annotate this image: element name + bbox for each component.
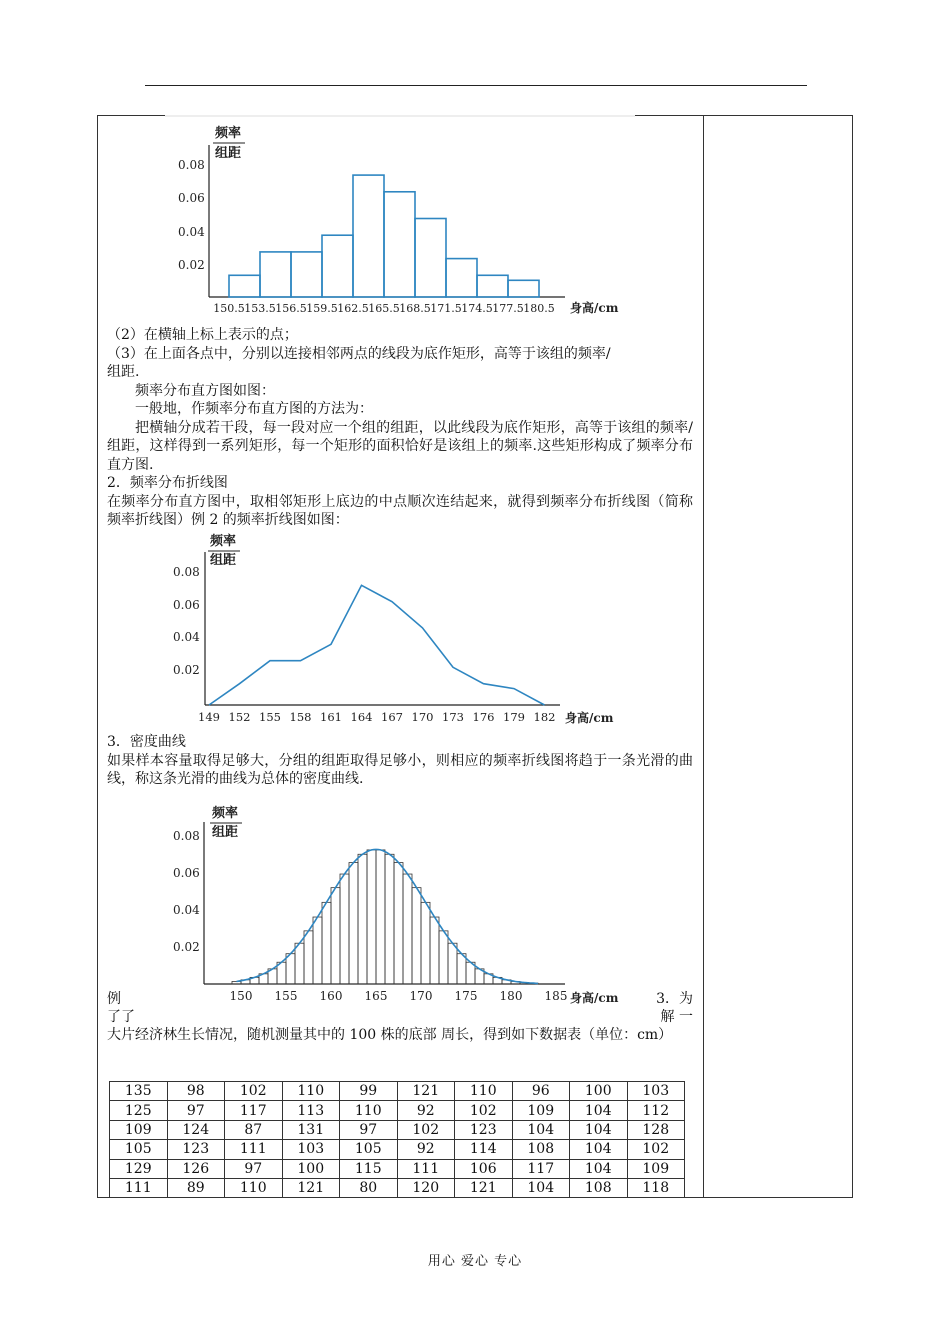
step-text	[107, 326, 693, 530]
table-cell: 121	[455, 1178, 513, 1197]
xtick-label: 164	[350, 710, 373, 724]
table-cell: 104	[512, 1178, 570, 1197]
table-cell: 97	[340, 1120, 398, 1139]
section3-title: 3．密度曲线	[107, 734, 186, 750]
x-unit-label: 身高/cm	[570, 301, 619, 315]
xtick-label: 150	[229, 989, 253, 1003]
table-row	[110, 1140, 685, 1159]
ytick-label: 0.04	[173, 630, 200, 644]
table-cell: 92	[397, 1140, 455, 1159]
density-bar	[313, 917, 322, 984]
density-bar	[331, 888, 340, 984]
table-cell: 102	[455, 1101, 513, 1120]
ytick-label: 0.02	[173, 663, 200, 677]
section2-title: 2．频率分布折线图	[107, 475, 228, 491]
ytick-label: 0.08	[173, 565, 200, 579]
density-bar	[403, 874, 412, 984]
histogram-bar	[477, 275, 508, 297]
section3-body: 如果样本容量取得足够大，分组的组距取得足够小，则相应的频率折线图将趋于一条光滑的曲线，称这条光滑的曲线为总体的密度曲线.	[107, 752, 693, 787]
xtick-label: 170	[411, 710, 434, 724]
density-bar	[322, 902, 331, 984]
table-cell: 102	[225, 1082, 283, 1101]
xtick-label: 182	[533, 710, 556, 724]
table-cell: 97	[225, 1159, 283, 1178]
table-cell: 117	[225, 1101, 283, 1120]
xtick-label: 167	[381, 710, 403, 724]
example3-right: 解 一	[660, 1009, 693, 1025]
density-bar	[376, 850, 385, 984]
step2-line: （2）在横轴上标上表示的点；	[107, 327, 298, 343]
table-cell: 100	[570, 1082, 628, 1101]
table-cell: 80	[340, 1178, 398, 1197]
table-cell: 120	[397, 1178, 455, 1197]
x-unit-label: 身高/cm	[570, 991, 619, 1005]
table-cell: 96	[512, 1082, 570, 1101]
density-bar	[304, 931, 313, 984]
table-cell: 110	[340, 1101, 398, 1120]
density-bar	[421, 902, 430, 984]
density-bar	[286, 954, 295, 984]
table-cell: 97	[167, 1101, 225, 1120]
table-cell: 105	[340, 1140, 398, 1159]
step3-line-cont: 组距.	[107, 364, 140, 380]
example3-right: 3．为	[656, 991, 693, 1007]
table-cell: 109	[512, 1101, 570, 1120]
xtick-label: 156.5	[275, 302, 307, 315]
table-row	[110, 1082, 685, 1101]
table-cell: 113	[282, 1101, 340, 1120]
ytick-label: 0.02	[173, 940, 200, 954]
polyline-chart	[165, 530, 635, 730]
table-cell: 103	[282, 1140, 340, 1159]
xtick-label: 165	[364, 989, 388, 1003]
ylabel-bottom: 组距	[210, 553, 237, 568]
table-cell: 87	[225, 1120, 283, 1139]
ylabel-bottom: 组距	[212, 825, 239, 840]
xtick-label: 170	[409, 989, 433, 1003]
section2-body: 在频率分布直方图中，取相邻矩形上底边的中点顺次连结起来，就得到频率分布折线图（简称频率折线图）例 2 的频率折线图如图：	[107, 493, 693, 528]
table-cell: 98	[167, 1082, 225, 1101]
ytick-label: 0.08	[178, 158, 205, 172]
xtick-label: 152	[228, 710, 251, 724]
histogram-bar	[415, 219, 446, 297]
ytick-label: 0.04	[178, 225, 205, 239]
column-divider	[703, 115, 704, 1198]
table-cell: 104	[570, 1140, 628, 1159]
table-row	[110, 1120, 685, 1139]
ytick-label: 0.08	[173, 829, 200, 843]
density-bar	[358, 854, 367, 984]
xtick-label: 160	[319, 989, 343, 1003]
table-cell: 124	[167, 1120, 225, 1139]
table-cell: 111	[397, 1159, 455, 1178]
xtick-label: 177.5	[492, 302, 524, 315]
ytick-label: 0.06	[178, 191, 205, 205]
table-cell: 129	[110, 1159, 168, 1178]
histogram-bar	[291, 252, 322, 297]
table-cell: 112	[627, 1101, 685, 1120]
density-bar	[232, 981, 241, 984]
density-bar	[457, 954, 466, 984]
xtick-label: 175	[454, 989, 478, 1003]
xtick-label: 179	[503, 710, 525, 724]
density-bar	[367, 850, 376, 984]
xtick-label: 155	[259, 710, 281, 724]
x-unit-label: 身高/cm	[565, 711, 614, 725]
density-bar	[439, 931, 448, 984]
histogram-bar	[260, 252, 291, 297]
table-cell: 108	[570, 1178, 628, 1197]
histogram-bar	[384, 192, 415, 297]
xtick-label: 149	[198, 710, 220, 724]
table-cell: 105	[110, 1140, 168, 1159]
xtick-label: 153.5	[244, 302, 276, 315]
table-cell: 117	[512, 1159, 570, 1178]
density-bar	[430, 917, 439, 984]
ylabel-top: 频率	[215, 126, 242, 141]
histogram-bar	[353, 175, 384, 297]
table-cell: 104	[570, 1101, 628, 1120]
table-cell: 103	[627, 1082, 685, 1101]
table-cell: 99	[340, 1082, 398, 1101]
density-bar	[448, 943, 457, 984]
table-row	[110, 1178, 685, 1197]
xtick-label: 180.5	[523, 302, 555, 315]
data-table	[109, 1081, 685, 1198]
table-cell: 104	[570, 1120, 628, 1139]
xtick-label: 161	[320, 710, 342, 724]
example3-left: 例	[107, 991, 121, 1007]
table-cell: 102	[397, 1120, 455, 1139]
page-footer: 用心 爱心 专心	[427, 1254, 523, 1269]
xtick-label: 173	[442, 710, 464, 724]
method-paragraph: 把横轴分成若干段，每一段对应一个组的组距，以此线段为底作矩形，高等于该组的频率/组距，这样得到一系列矩形，每一个矩形的面积恰好是该组上的频率.这些矩形构成了频率分布直方图.	[107, 419, 693, 473]
xtick-label: 171.5	[430, 302, 462, 315]
table-cell: 123	[167, 1140, 225, 1159]
ytick-label: 0.04	[173, 903, 200, 917]
example3-body: 大片经济林生长情况，随机测量其中的 100 株的底部 周长，得到如下数据表（单位：cm）	[107, 1027, 673, 1043]
xtick-label: 176	[472, 710, 495, 724]
table-row	[110, 1101, 685, 1120]
table-cell: 114	[455, 1140, 513, 1159]
table-cell: 89	[167, 1178, 225, 1197]
xtick-label: 180	[499, 989, 523, 1003]
density-bar	[385, 854, 394, 984]
ylabel-top: 频率	[212, 806, 239, 821]
ytick-label: 0.06	[173, 866, 200, 880]
table-cell: 126	[167, 1159, 225, 1178]
histogram-bar	[322, 235, 353, 297]
xtick-label: 174.5	[461, 302, 493, 315]
table-cell: 102	[627, 1140, 685, 1159]
table-cell: 110	[282, 1082, 340, 1101]
table-cell: 104	[570, 1159, 628, 1178]
ytick-label: 0.02	[178, 258, 205, 272]
table-cell: 135	[110, 1082, 168, 1101]
table-cell: 131	[282, 1120, 340, 1139]
table-cell: 104	[512, 1120, 570, 1139]
ylabel-top: 频率	[210, 534, 237, 549]
ytick-label: 0.06	[173, 598, 200, 612]
frequency-polyline	[209, 585, 545, 705]
table-cell: 111	[110, 1178, 168, 1197]
histogram-intro: 频率分布直方图如图：	[135, 382, 275, 399]
xtick-label: 162.5	[337, 302, 369, 315]
table-cell: 109	[110, 1120, 168, 1139]
xtick-label: 168.5	[399, 302, 431, 315]
table-cell: 110	[225, 1178, 283, 1197]
xtick-label: 150.5	[213, 302, 245, 315]
table-cell: 121	[282, 1178, 340, 1197]
density-bar	[295, 943, 304, 984]
histogram-bar	[229, 275, 260, 297]
header-rule	[145, 85, 807, 86]
xtick-label: 159.5	[306, 302, 338, 315]
histogram-bar	[446, 259, 477, 297]
density-chart	[165, 800, 635, 1010]
table-cell: 128	[627, 1120, 685, 1139]
density-curve	[237, 849, 539, 983]
table-cell: 123	[455, 1120, 513, 1139]
table-cell: 121	[397, 1082, 455, 1101]
density-bar	[340, 874, 349, 984]
table-cell: 110	[455, 1082, 513, 1101]
xtick-label: 158	[289, 710, 312, 724]
xtick-label: 155	[274, 989, 298, 1003]
table-cell: 109	[627, 1159, 685, 1178]
table-cell: 125	[110, 1101, 168, 1120]
histogram-chart	[165, 115, 635, 325]
table-cell: 111	[225, 1140, 283, 1159]
ylabel-bottom: 组距	[215, 146, 242, 161]
table-cell: 106	[455, 1159, 513, 1178]
density-bar	[412, 888, 421, 984]
histogram-bar	[508, 280, 539, 297]
table-cell: 92	[397, 1101, 455, 1120]
table-row	[110, 1159, 685, 1178]
table-cell: 108	[512, 1140, 570, 1159]
xtick-label: 165.5	[368, 302, 400, 315]
table-cell: 118	[627, 1178, 685, 1197]
density-bar	[394, 863, 403, 984]
density-bar	[349, 863, 358, 984]
section3-text	[107, 733, 693, 789]
example3-left: 了了	[107, 1009, 135, 1025]
table-cell: 115	[340, 1159, 398, 1178]
step3-line: （3）在上面各点中，分别以连接相邻两点的线段为底作矩形，高等于该组的频率/	[107, 345, 611, 362]
general-method-intro: 一般地，作频率分布直方图的方法为：	[135, 401, 373, 417]
xtick-label: 185	[544, 989, 568, 1003]
table-cell: 100	[282, 1159, 340, 1178]
